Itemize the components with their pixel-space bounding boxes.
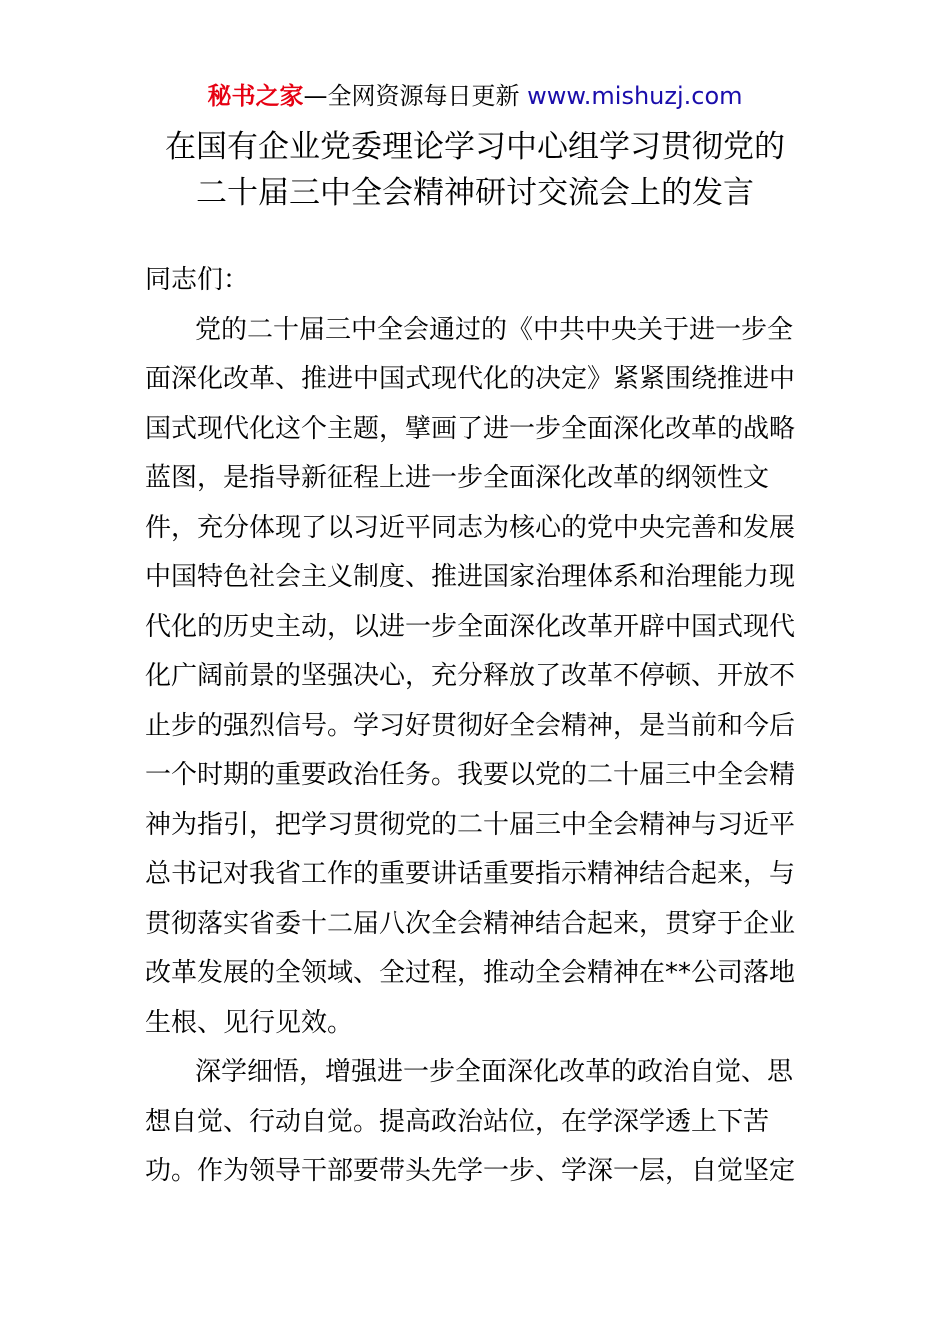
body-line: 一个时期的重要政治任务。我要以党的二十届三中全会精 — [145, 760, 796, 790]
body-line: 代化的历史主动，以进一步全面深化改革开辟中国式现代 — [145, 611, 796, 642]
body-line: 功。作为领导干部要带头先学一步、学深一层，自觉坚定 — [145, 1156, 796, 1186]
body-line: 神为指引，把学习贯彻党的二十届三中全会精神与习近平 — [145, 809, 796, 840]
site-brand: 秘书之家 — [207, 82, 304, 110]
site-slogan: —全网资源每日更新 — [303, 82, 528, 110]
body-line: 深学细悟，增强进一步全面深化改革的政治自觉、思 — [195, 1057, 794, 1087]
body-line: 改革发展的全领域、全过程，推动全会精神在**公司落地 — [145, 958, 796, 988]
body-line: 生根、见行见效。 — [145, 1007, 354, 1038]
document-title — [0, 124, 950, 216]
title-line-1: 在国有企业党委理论学习中心组学习贯彻党的 — [165, 129, 785, 165]
body-line: 面深化改革、推进中国式现代化的决定》紧紧围绕推进中 — [145, 364, 796, 394]
body-line: 党的二十届三中全会通过的《中共中央关于进一步全 — [195, 314, 794, 345]
body-line: 贯彻落实省委十二届八次全会精神结合起来，贯穿于企业 — [145, 908, 796, 939]
site-url-link[interactable]: www.mishuzj.com — [527, 82, 743, 110]
site-header — [0, 80, 950, 112]
body-line: 总书记对我省工作的重要讲话重要指示精神结合起来，与 — [145, 859, 796, 889]
body-line: 化广阔前景的坚强决心，充分释放了改革不停顿、开放不 — [145, 661, 796, 691]
title-line-2: 二十届三中全会精神研讨交流会上的发言 — [196, 175, 754, 211]
salutation: 同志们： — [145, 265, 250, 295]
body-line: 想自觉、行动自觉。提高政治站位，在学深学透上下苦 — [145, 1106, 770, 1137]
document-body — [145, 256, 807, 1197]
body-line: 止步的强烈信号。学习好贯彻好全会精神，是当前和今后 — [145, 710, 796, 741]
body-line: 中国特色社会主义制度、推进国家治理体系和治理能力现 — [145, 562, 796, 592]
body-line: 件，充分体现了以习近平同志为核心的党中央完善和发展 — [145, 512, 796, 543]
body-line: 蓝图，是指导新征程上进一步全面深化改革的纲领性文 — [145, 463, 770, 493]
body-line: 国式现代化这个主题，擘画了进一步全面深化改革的战略 — [145, 413, 796, 444]
